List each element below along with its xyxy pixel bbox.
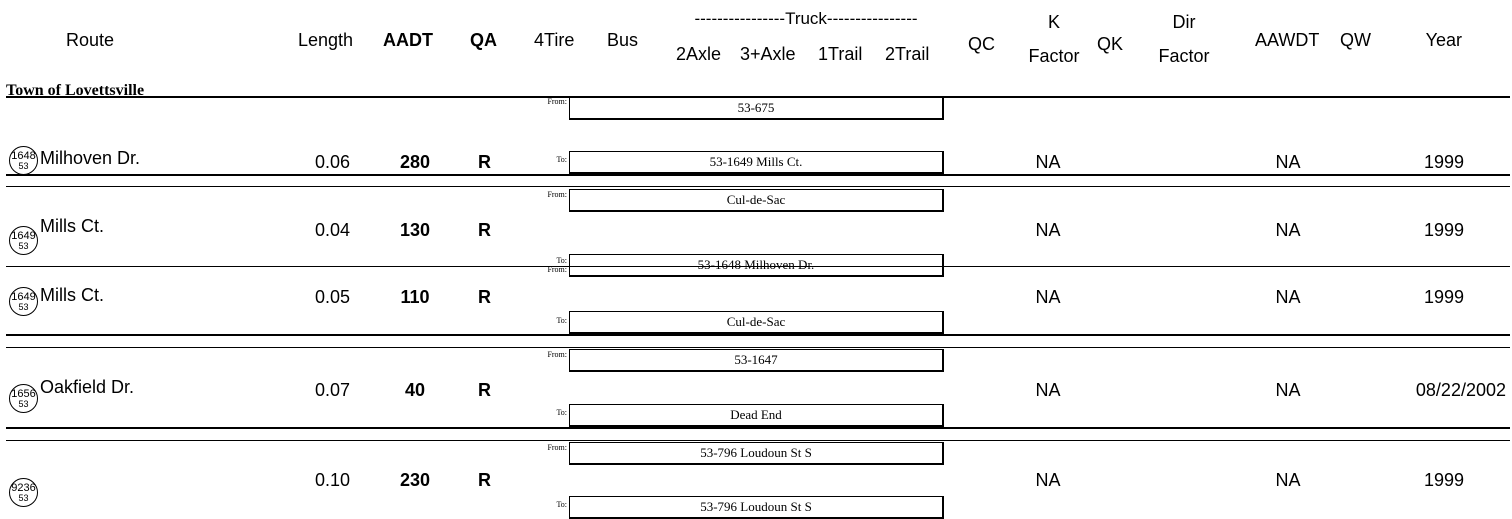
header-dir-factor-line1: Dir — [1172, 12, 1196, 32]
header-3axle: 3+Axle — [740, 44, 796, 64]
year-value: 1999 — [1423, 470, 1464, 490]
header-length: Length — [298, 30, 354, 50]
row-divider — [6, 334, 1510, 336]
length-value: 0.06 — [314, 152, 350, 172]
to-label: To: — [556, 316, 567, 325]
route-name: Mills Ct. — [40, 285, 104, 305]
route-number: 1649 — [11, 230, 36, 242]
k-factor-value: NA — [1035, 220, 1061, 240]
aadt-value: 280 — [399, 152, 431, 172]
to-box: Cul-de-Sac — [569, 311, 944, 334]
aawdt-value: NA — [1275, 287, 1301, 307]
from-box: 53-675 — [569, 97, 944, 120]
to-box: 53-796 Loudoun St S — [569, 496, 944, 519]
route-number: 1649 — [11, 291, 36, 303]
to-label: To: — [556, 500, 567, 509]
from-label: From: — [547, 443, 567, 452]
route-shield-icon — [9, 478, 38, 507]
header-aawdt: AAWDT — [1255, 30, 1320, 50]
header-year: Year — [1425, 30, 1462, 50]
route-shield-icon — [9, 226, 38, 255]
route-name: Mills Ct. — [40, 216, 104, 236]
route-name: Oakfield Dr. — [40, 377, 135, 397]
header-route: Route — [66, 30, 115, 50]
route-number: 9236 — [11, 482, 36, 494]
header-dir-factor-line2: Factor — [1158, 46, 1210, 66]
header-2trail: 2Trail — [885, 44, 930, 64]
county-code: 53 — [18, 302, 29, 312]
to-box: 53-1649 Mills Ct. — [569, 151, 944, 174]
row-divider — [6, 186, 1510, 187]
length-value: 0.07 — [314, 380, 350, 400]
from-label: From: — [547, 265, 567, 274]
section-title: Town of Lovettsville — [6, 82, 145, 99]
row-divider — [6, 427, 1510, 429]
header-k-factor-line2: Factor — [1028, 46, 1080, 66]
header-4tire: 4Tire — [534, 30, 575, 50]
from-label: From: — [547, 350, 567, 359]
header-qc: QC — [968, 34, 995, 54]
qa-value: R — [478, 152, 491, 172]
row-divider — [6, 440, 1510, 441]
header-qw: QW — [1340, 30, 1371, 50]
header-qk: QK — [1097, 34, 1124, 54]
county-code: 53 — [18, 399, 29, 409]
county-code: 53 — [18, 493, 29, 503]
to-box: 53-1648 Milhoven Dr. — [569, 254, 944, 277]
to-label: To: — [556, 408, 567, 417]
qa-value: R — [478, 470, 491, 490]
row-divider — [6, 174, 1510, 176]
from-label: From: — [547, 97, 567, 106]
k-factor-value: NA — [1035, 470, 1061, 490]
header-2axle: 2Axle — [676, 44, 722, 64]
qa-value: R — [478, 220, 491, 240]
header-1trail: 1Trail — [818, 44, 863, 64]
year-value: 1999 — [1423, 152, 1464, 172]
route-shield-icon — [9, 384, 38, 413]
to-label: To: — [556, 155, 567, 164]
header-truck-group: ----------------Truck---------------- — [694, 9, 918, 28]
route-number: 1648 — [11, 150, 36, 162]
k-factor-value: NA — [1035, 152, 1061, 172]
length-value: 0.05 — [314, 287, 350, 307]
year-value: 08/22/2002 — [1415, 380, 1506, 400]
length-value: 0.10 — [314, 470, 350, 490]
aadt-value: 130 — [399, 220, 431, 240]
aawdt-value: NA — [1275, 152, 1301, 172]
header-aadt: AADT — [383, 30, 433, 50]
year-value: 1999 — [1423, 287, 1464, 307]
from-box: 53-796 Loudoun St S — [569, 442, 944, 465]
header-qa: QA — [470, 30, 497, 50]
row-divider — [6, 347, 1510, 348]
route-name: Milhoven Dr. — [40, 148, 141, 168]
header-k-factor-line1: K — [1047, 12, 1060, 32]
from-box: 53-1647 — [569, 349, 944, 372]
route-number: 1656 — [11, 388, 36, 400]
length-value: 0.04 — [314, 220, 350, 240]
aadt-value: 40 — [404, 380, 426, 400]
k-factor-value: NA — [1035, 380, 1061, 400]
aadt-value: 230 — [399, 470, 431, 490]
route-shield-icon — [9, 146, 38, 175]
header-bus: Bus — [607, 30, 639, 50]
year-value: 1999 — [1423, 220, 1464, 240]
aawdt-value: NA — [1275, 470, 1301, 490]
aawdt-value: NA — [1275, 380, 1301, 400]
qa-value: R — [478, 380, 491, 400]
aadt-value: 110 — [400, 287, 430, 307]
qa-value: R — [478, 287, 491, 307]
route-shield-icon — [9, 287, 38, 316]
from-label: From: — [547, 190, 567, 199]
row-divider — [6, 266, 1510, 267]
from-box: Cul-de-Sac — [569, 189, 944, 212]
county-code: 53 — [18, 241, 29, 251]
to-box: Dead End — [569, 404, 944, 427]
to-label: To: — [556, 256, 567, 265]
k-factor-value: NA — [1035, 287, 1061, 307]
county-code: 53 — [18, 161, 29, 171]
aawdt-value: NA — [1275, 220, 1301, 240]
